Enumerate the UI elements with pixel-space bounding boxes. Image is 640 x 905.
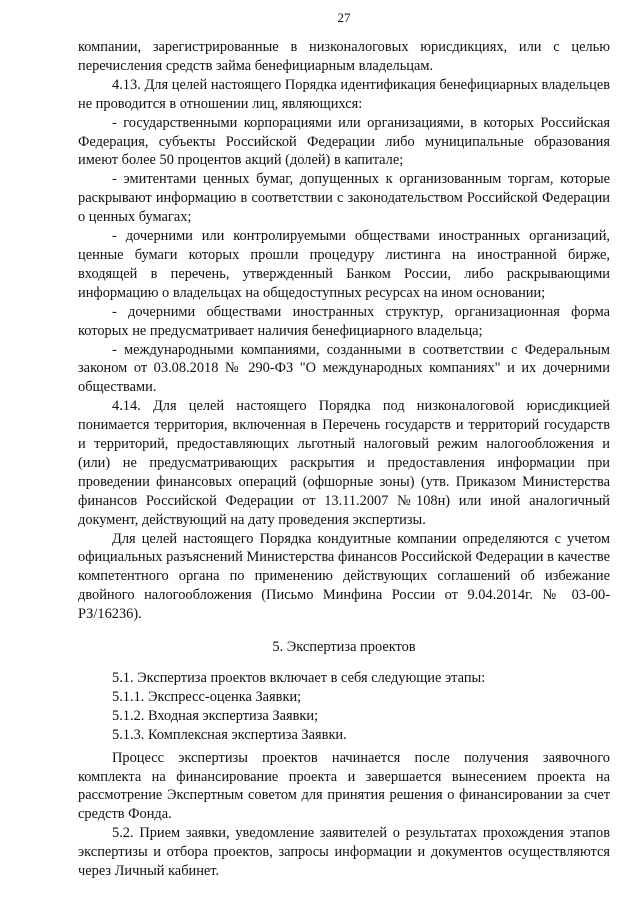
paragraph-5-1-3: 5.1.3. Комплексная экспертиза Заявки.: [112, 726, 347, 743]
page-number: 27: [337, 10, 351, 25]
paragraph-4-14: 4.14. Для целей настоящего Порядка под низконалоговой юрисдикцией понимается территория, включенная в Перечень государств и территорий государств и территорий, предоставляющих льготный налоговый режим налогообложения и (или) не предусматривающих раскрытия и предоставления информации при проведении финансовых операций (офшорные зоны) (утв. Приказом Министерства финансов Российской Федерации от 13.11.2007 №108н) или иной аналогичный документ, действующий на дату проведения экспертизы.: [78, 398, 610, 528]
paragraph-5-2: 5.2. Прием заявки, уведомление заявителей о результатах прохождения этапов экспертизы и отбора проектов, запросы информации и документов осуществляются через Личный кабинет.: [78, 825, 610, 880]
list-item-foreign-subsidiaries: - дочерними или контролируемыми обществами иностранных организаций, ценные бумаги которых прошли процедуру листинга на иностранной бирже, входящей в перечень, утвержденный Банком России, либо раскрывающими информацию о владельцах на общедоступных ресурсах на ином основании;: [78, 228, 610, 301]
list-item-foreign-structures: - дочерними обществами иностранных структур, организационная форма которых не предусматривает наличия бенефициарного владельца;: [78, 303, 610, 339]
list-item-state-corporations: - государственными корпорациями или организациями, в которых Российская Федерация, субъекты Российской Федерации либо муниципальные образования имеют более 50 процентов акций (долей) в капитале;: [78, 114, 610, 169]
paragraph-5-1-2: 5.1.2. Входная экспертиза Заявки;: [112, 707, 319, 724]
paragraph-process: Процесс экспертизы проектов начинается после получения заявочного комплекта на финансирование проекта и завершается вынесением проекта на рассмотрение Экспертным советом для принятия решения о финансировании за счет средств Фонда.: [78, 749, 610, 823]
paragraph-5-1: 5.1. Экспертиза проектов включает в себя следующие этапы:: [112, 670, 486, 686]
paragraph-conduit-companies: Для целей настоящего Порядка кондуитные компании определяются с учетом официальных разъяснений Министерства финансов Российской Федерации в качестве компетентного органа по применению действующих соглашений об избежание двойного налогообложения (Письмо Минфина России от 9.04.2014г. № 03-00-РЗ/16236).: [78, 530, 610, 623]
paragraph-continuation: компании, зарегистрированные в низконалоговых юрисдикциях, или с целью перечисления средств займа бенефициарным владельцам.: [78, 39, 610, 74]
paragraph-4-13: 4.13. Для целей настоящего Порядка идентификация бенефициарных владельцев не проводится в отношении лиц, являющихся:: [78, 76, 610, 112]
list-item-international-companies: - международными компаниями, созданными в соответствии с Федеральным законом от 03.08.2018 № 290-ФЗ "О международных компаниях" и их дочерними обществами.: [78, 341, 610, 396]
document-page: [78, 10, 610, 900]
section-heading: 5. Экспертиза проектов: [272, 639, 416, 656]
paragraph-5-1-1: 5.1.1. Экспресс-оценка Заявки;: [112, 688, 302, 705]
list-item-securities-issuers: - эмитентами ценных бумаг, допущенных к организованным торгам, которые раскрывают информацию в соответствии с законодательством Российской Федерации о ценных бумагах;: [78, 171, 610, 226]
